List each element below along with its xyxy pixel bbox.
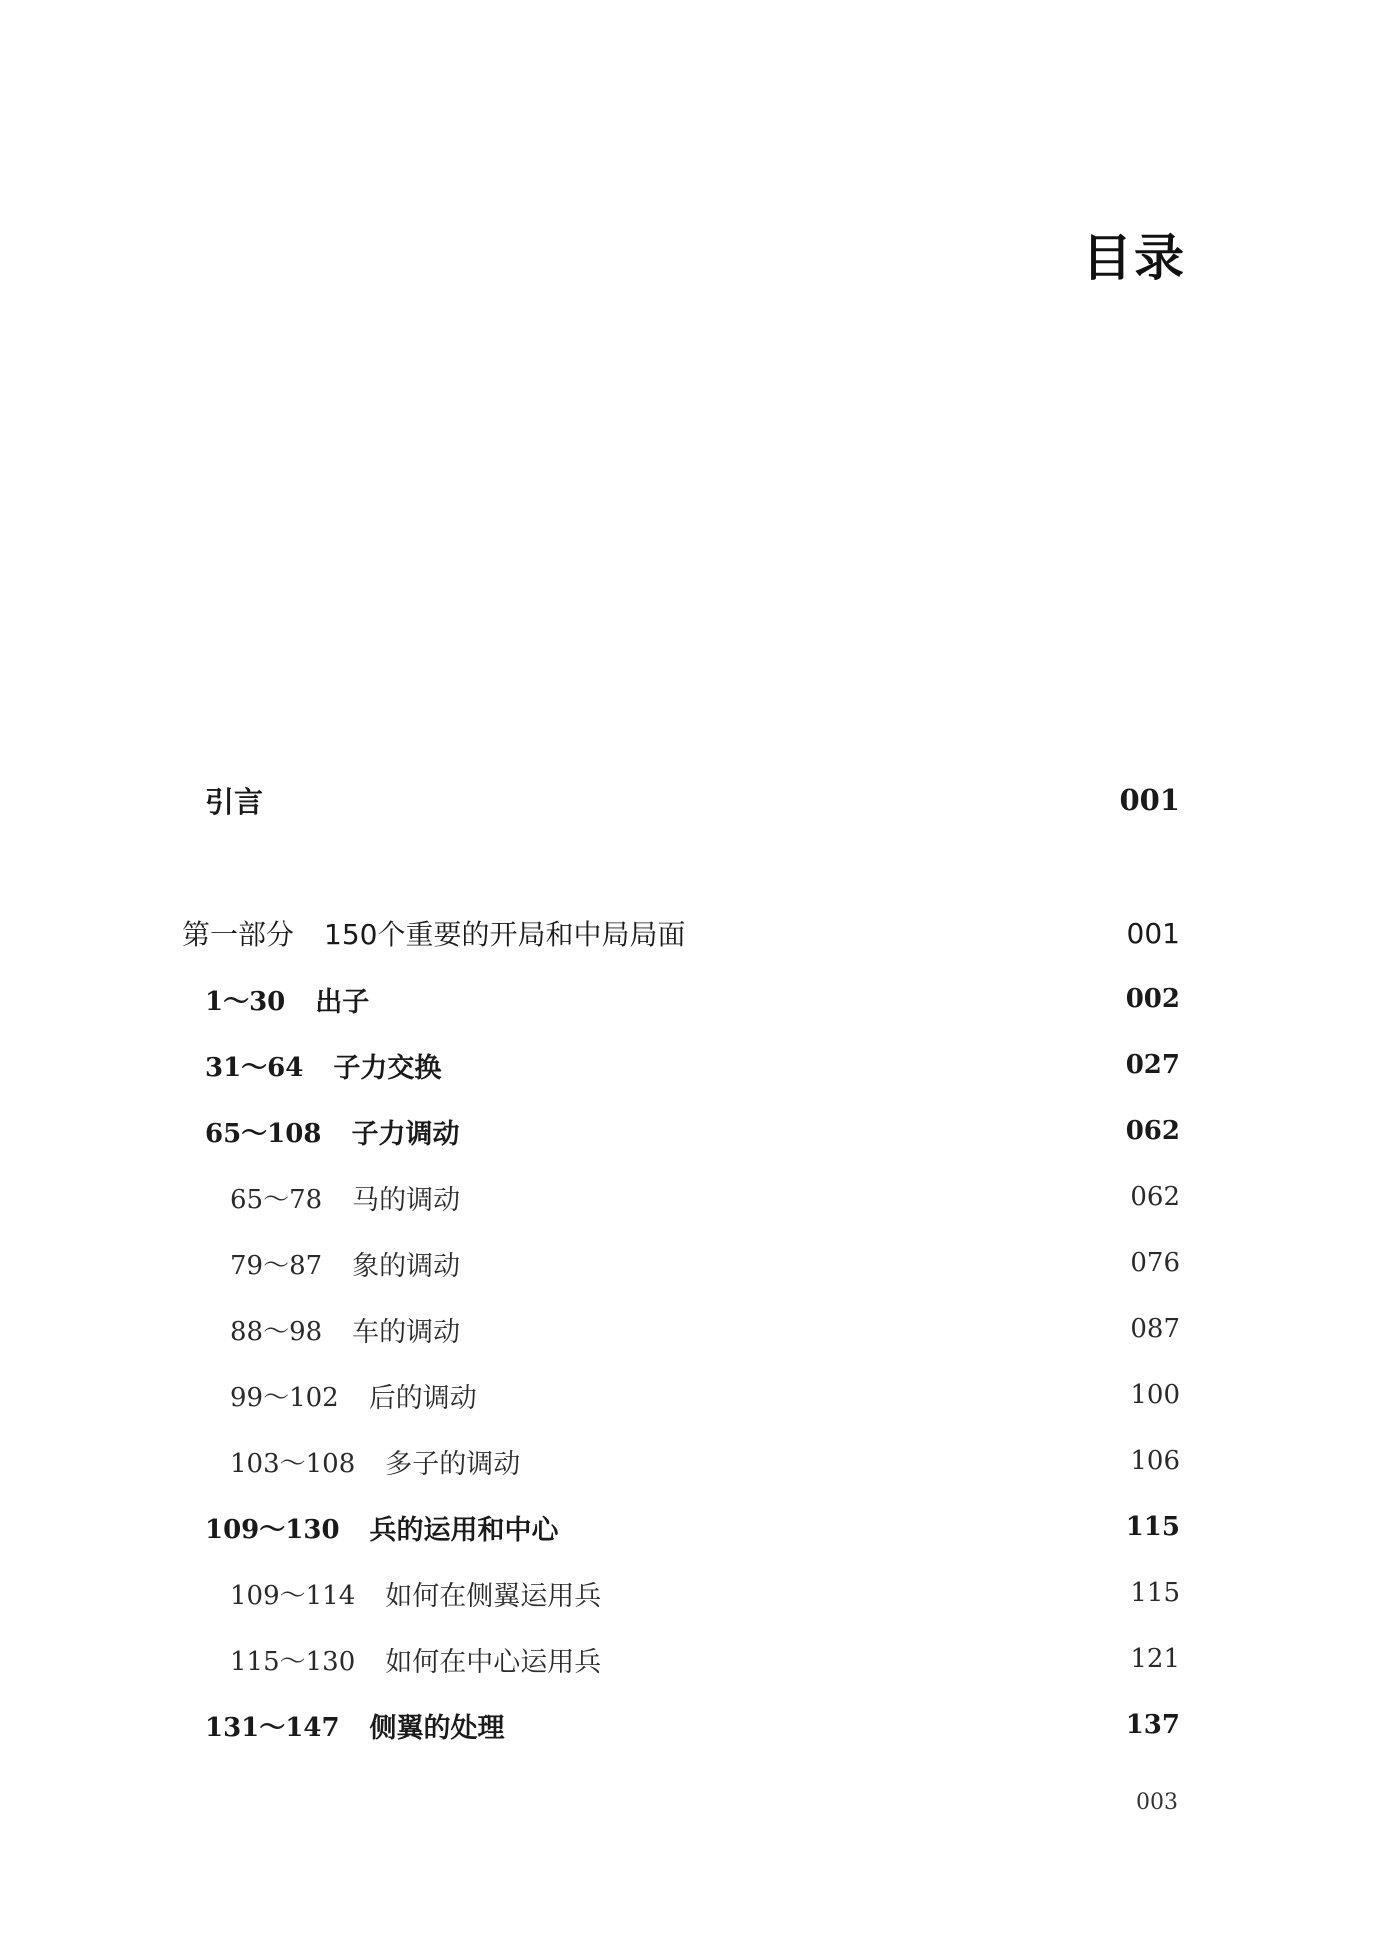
dot-leader [613,1571,1122,1615]
toc-entry-page: 115 [1125,1512,1180,1542]
toc-entry-title: 150个重要的开局和中局局面 [324,918,686,951]
toc-entry-page: 121 [1130,1644,1180,1674]
dot-leader [563,1505,1120,1549]
page-number: 003 [1136,1790,1178,1815]
toc-entry-title: 如何在中心运用兵 [385,1646,602,1678]
toc-entry[interactable] [205,1505,1180,1549]
toc-entry-page: 106 [1130,1446,1180,1476]
toc-entry[interactable] [230,1439,1180,1483]
dot-leader [464,1175,1122,1219]
toc-entry[interactable] [230,1307,1180,1351]
toc-entry[interactable] [230,1637,1180,1681]
toc-entry-page: 001 [1126,916,1180,950]
toc-entry[interactable] [205,1109,1180,1153]
part-label: 第一部分 [182,918,295,951]
toc-entry[interactable] [230,1241,1180,1285]
toc-entry-title: 如何在侧翼运用兵 [385,1580,602,1612]
toc-entry-title: 引言 [205,784,264,819]
toc-entry[interactable] [205,1043,1180,1087]
toc-entry-title: 后的调动 [368,1382,477,1414]
toc-entry-title: 多子的调动 [385,1448,521,1480]
toc-entry-page: 100 [1130,1380,1180,1410]
toc-entry-page: 137 [1125,1710,1180,1740]
toc-entry-range: 65～78 [230,1184,323,1215]
dot-leader [509,1703,1120,1747]
toc-entry-range: 88～98 [230,1316,323,1347]
toc-entry-range: 131～147 [205,1712,340,1743]
dot-leader [493,1373,1122,1417]
toc-entry-title: 象的调动 [352,1250,461,1282]
toc-entry-page: 062 [1125,1116,1180,1146]
dot-leader [385,977,1119,1021]
toc-entry-page: 062 [1130,1182,1180,1212]
dot-leader [464,1241,1122,1285]
toc-entry-range: 1～30 [205,986,286,1017]
toc-entry-range: 31～64 [205,1052,304,1083]
toc-entry[interactable] [230,1175,1180,1219]
toc-entry-range: 65～108 [205,1118,322,1149]
toc-entry-page: 076 [1130,1248,1180,1278]
toc-entry-page: 001 [1119,783,1180,817]
toc-entry[interactable] [230,1373,1180,1417]
toc-entry-title: 出子 [315,986,370,1018]
toc-entry[interactable] [230,1571,1180,1615]
toc-entry-page: 087 [1130,1314,1180,1344]
toc-entry[interactable] [205,977,1180,1021]
dot-leader [524,1439,1122,1483]
dot-leader [445,1043,1119,1087]
toc-entry-intro[interactable] [205,778,1180,822]
toc-entry-title: 兵的运用和中心 [369,1514,559,1546]
dot-leader [613,1637,1122,1681]
toc-entry-range: 109～130 [205,1514,340,1545]
toc-entry-range: 109～114 [230,1580,356,1611]
dot-leader [267,778,1113,822]
toc-entry-title: 子力交换 [333,1052,442,1084]
toc-entry-range: 79～87 [230,1250,323,1281]
page-title: 目录 [1082,229,1186,287]
toc-entry-range: 115～130 [230,1646,356,1677]
toc-entry-range: 99～102 [230,1382,339,1413]
toc-entry-title: 子力调动 [351,1118,460,1150]
toc-entry-part-one[interactable] [182,911,1180,955]
toc-entry-page: 027 [1125,1050,1180,1080]
toc-entry-title: 车的调动 [352,1316,461,1348]
toc-entry-title: 侧翼的处理 [369,1712,505,1744]
toc-entry-page: 115 [1130,1578,1180,1608]
toc-entry[interactable] [205,1703,1180,1747]
dot-leader [464,1307,1122,1351]
dot-leader [475,1109,1119,1153]
toc-entry-title: 马的调动 [352,1184,461,1216]
toc-entry-range: 103～108 [230,1448,356,1479]
toc-entry-page: 002 [1125,984,1180,1014]
dot-leader [689,911,1120,955]
